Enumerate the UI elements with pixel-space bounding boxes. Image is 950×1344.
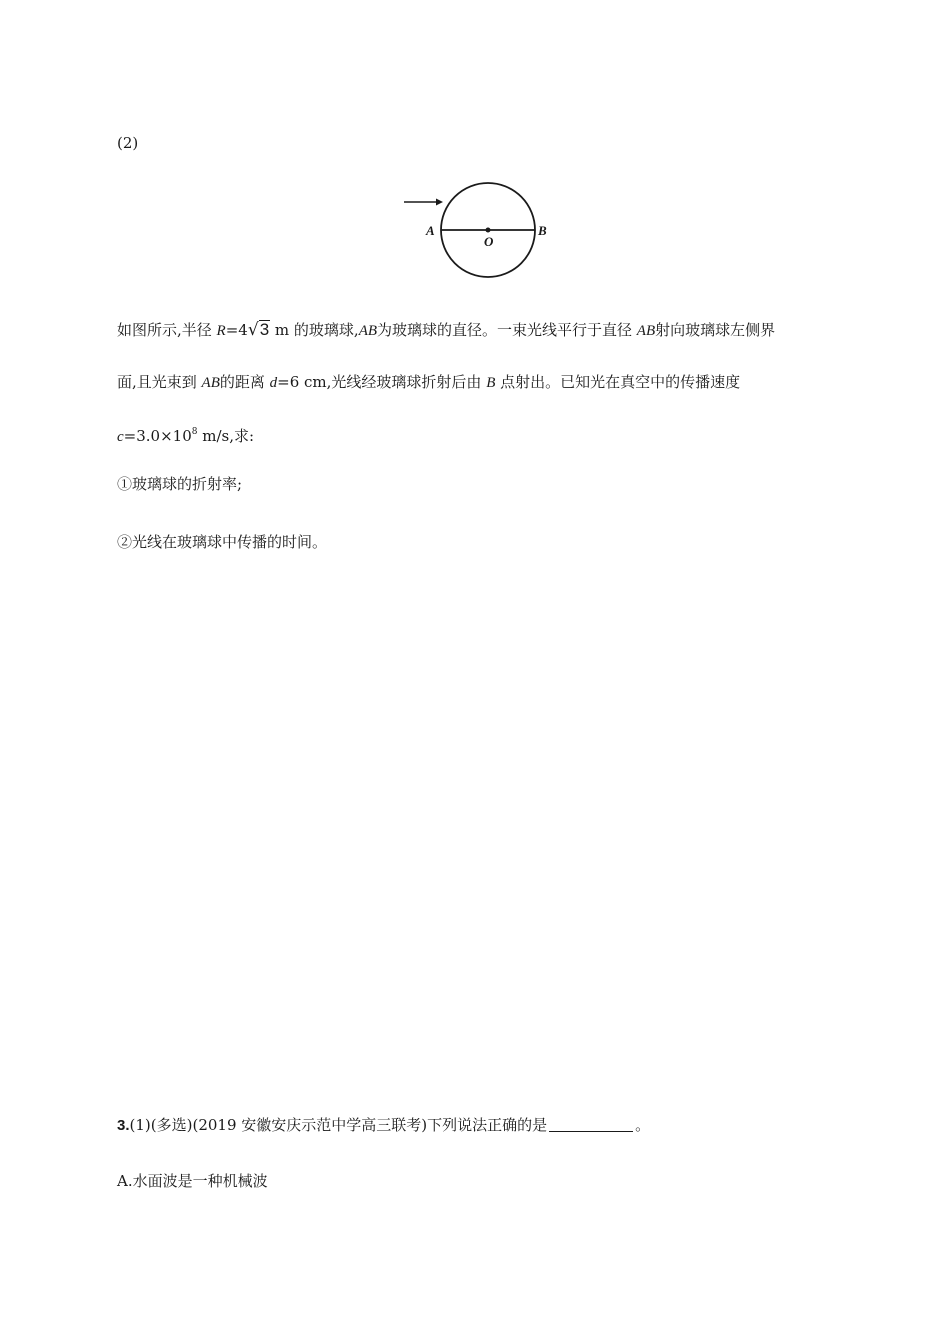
- part-2-label: (2): [117, 134, 139, 152]
- problem-line-3: $c=3.0\times 10^8$ m/s,求:: [117, 427, 255, 445]
- center-dot: [486, 228, 491, 233]
- problem-line-1: 如图所示,半径 R=4√3 m 的玻璃球,AB为玻璃球的直径。一束光线平行于直径 AB射向玻璃球左侧界: [117, 320, 776, 340]
- glass-sphere-figure: [400, 178, 560, 288]
- question-number: 3.: [117, 1117, 130, 1134]
- option-a: A.水面波是一种机械波: [117, 1172, 268, 1190]
- answer-blank[interactable]: [549, 1117, 633, 1132]
- arrow-head-icon: [436, 199, 443, 206]
- label-a: A: [426, 223, 435, 238]
- label-b: B: [538, 223, 547, 238]
- question-2: ②光线在玻璃球中传播的时间。: [117, 533, 328, 551]
- label-o: O: [484, 234, 494, 249]
- square-root: √3: [247, 320, 270, 340]
- problem-line-2: 面,且光束到 AB的距离 d=6 cm,光线经玻璃球折射后由 B 点射出。已知光在真空中的传播速度: [117, 373, 741, 391]
- question-3: 3.(1)(多选)(2019 安徽安庆示范中学高三联考)下列说法正确的是 。: [117, 1116, 651, 1134]
- question-1: ①玻璃球的折射率;: [117, 475, 243, 493]
